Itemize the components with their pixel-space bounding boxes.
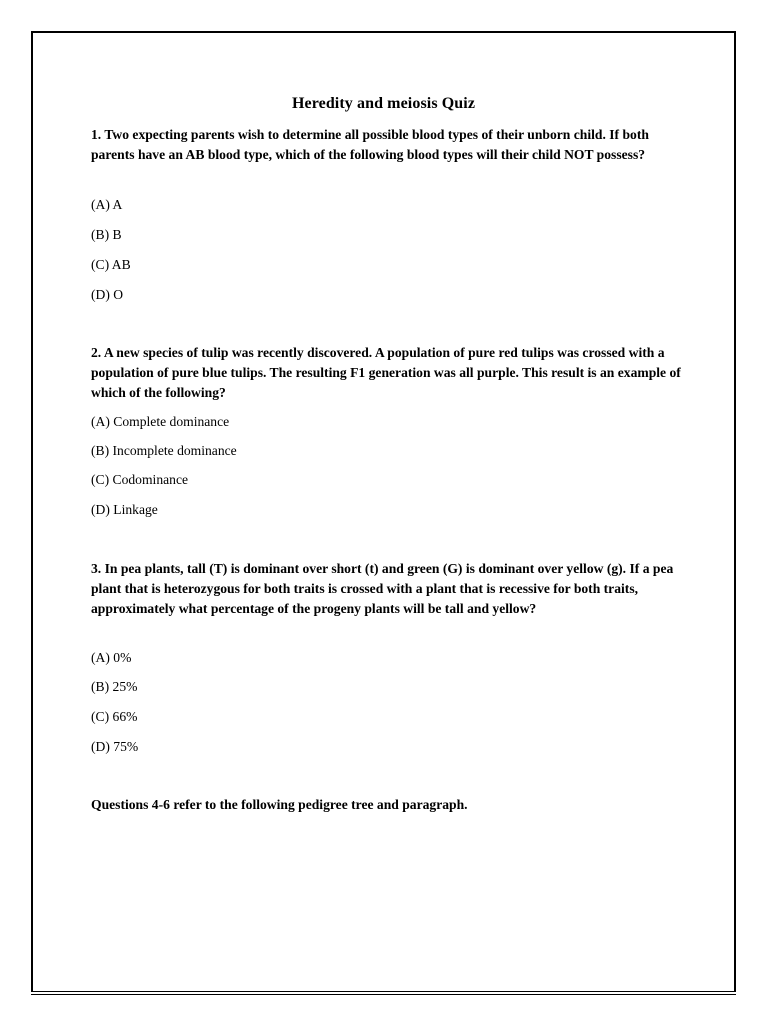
question-1-option-c: (C) AB	[91, 257, 131, 272]
bottom-rule	[31, 994, 736, 995]
question-1-option-a: (A) A	[91, 197, 123, 212]
question-2-option-a: (A) Complete dominance	[91, 414, 230, 429]
question-1-text: 1. Two expecting parents wish to determine all possible blood types of their unborn child. If both parents have an AB blood type, which of the following blood types will their child NOT possess?	[91, 127, 649, 162]
question-3-option-a: (A) 0%	[91, 650, 132, 665]
page-title: Heredity and meiosis Quiz	[291, 95, 476, 112]
question-2-option-c: (C) Codominance	[91, 472, 189, 487]
question-1-option-b: (B) B	[91, 227, 122, 242]
quiz-page	[31, 31, 736, 992]
question-3-option-d: (D) 75%	[91, 739, 139, 754]
question-3-text: 3. In pea plants, tall (T) is dominant over short (t) and green (G) is dominant over yellow (g). If a pea plant that is heterozygous for both traits is crossed with a plant that is recessive for both traits, approximately what percentage of the progeny plants will be tall and yellow?	[91, 561, 674, 616]
question-1-option-d: (D) O	[91, 287, 124, 302]
question-2-option-d: (D) Linkage	[91, 502, 158, 517]
question-3-option-b: (B) 25%	[91, 679, 138, 694]
pedigree-note: Questions 4-6 refer to the following pedigree tree and paragraph.	[91, 797, 468, 812]
question-2-option-b: (B) Incomplete dominance	[91, 443, 237, 458]
question-2-text: 2. A new species of tulip was recently discovered. A population of pure red tulips was crossed with a population of pure blue tulips. The resulting F1 generation was all purple. This result is an example of which of the following?	[91, 345, 681, 400]
question-3-option-c: (C) 66%	[91, 709, 138, 724]
